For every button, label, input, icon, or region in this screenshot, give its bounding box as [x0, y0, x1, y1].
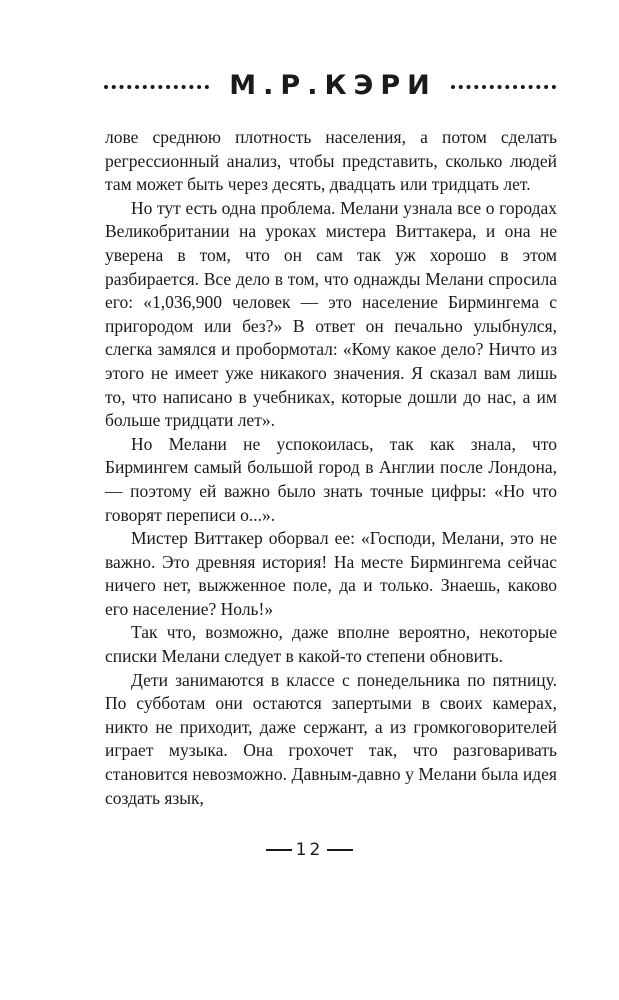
author-name: М.Р.КЭРИ — [229, 70, 437, 101]
running-header — [104, 72, 556, 100]
header-dotted-rule-left — [104, 85, 209, 89]
paragraph-6: Дети занимаются в классе с понедельника по пятницу. По субботам они остаются запертыми в своих камерах, никто не приходит, даже сержант, а из громкоговорителей играет музыка. Она грохочет так, что разговаривать становится невозможно. Давным-давно у Мелани была идея создать язык, — [105, 669, 557, 808]
page-number-footer — [0, 840, 619, 860]
page-number-dash-right — [327, 849, 353, 851]
header-dotted-rule-right — [451, 85, 556, 89]
page-number: 12 — [295, 840, 324, 860]
body-text — [105, 126, 557, 810]
page-number-dash-left — [266, 849, 292, 851]
paragraph-4: Мистер Виттакер оборвал ее: «Господи, Мелани, это не важно. Это древняя история! На месте Бирмингема сейчас ничего нет, выжженное поле, да и только. Знаешь, каково его население? Ноль!» — [105, 528, 557, 619]
paragraph-5: Так что, возможно, даже вполне вероятно, некоторые списки Мелани следует в какой-то степени обновить. — [105, 622, 557, 667]
paragraph-3: Но Мелани не успокоилась, так как знала, что Бирмингем самый большой город в Англии после Лондона, — поэтому ей важно было знать точные цифры: «Но что говорят переписи о...». — [105, 433, 557, 525]
paragraph-2: Но тут есть одна проблема. Мелани узнала все о городах Великобритании на уроках мистера Виттакера, и она не уверена в том, что он сам так уж хорошо в этом разбирается. Все дело в том, что однажды Мелани спросила его: «1,036,900 человек — это население Бирмингема с пригородом или без?» В ответ он печально улыбнулся, слегка замялся и пробормотал: «Кому какое дело? Ничто из этого не имеет уже никакого значения. Я сказал вам лишь то, что написано в учебниках, которые дошли до нас, а им больше тридцати лет». — [105, 197, 557, 431]
paragraph-1: лове среднюю плотность населения, а потом сделать регрессионный анализ, чтобы представить, сколько людей там может быть через десять, двадцать или тридцать лет. — [105, 127, 557, 195]
